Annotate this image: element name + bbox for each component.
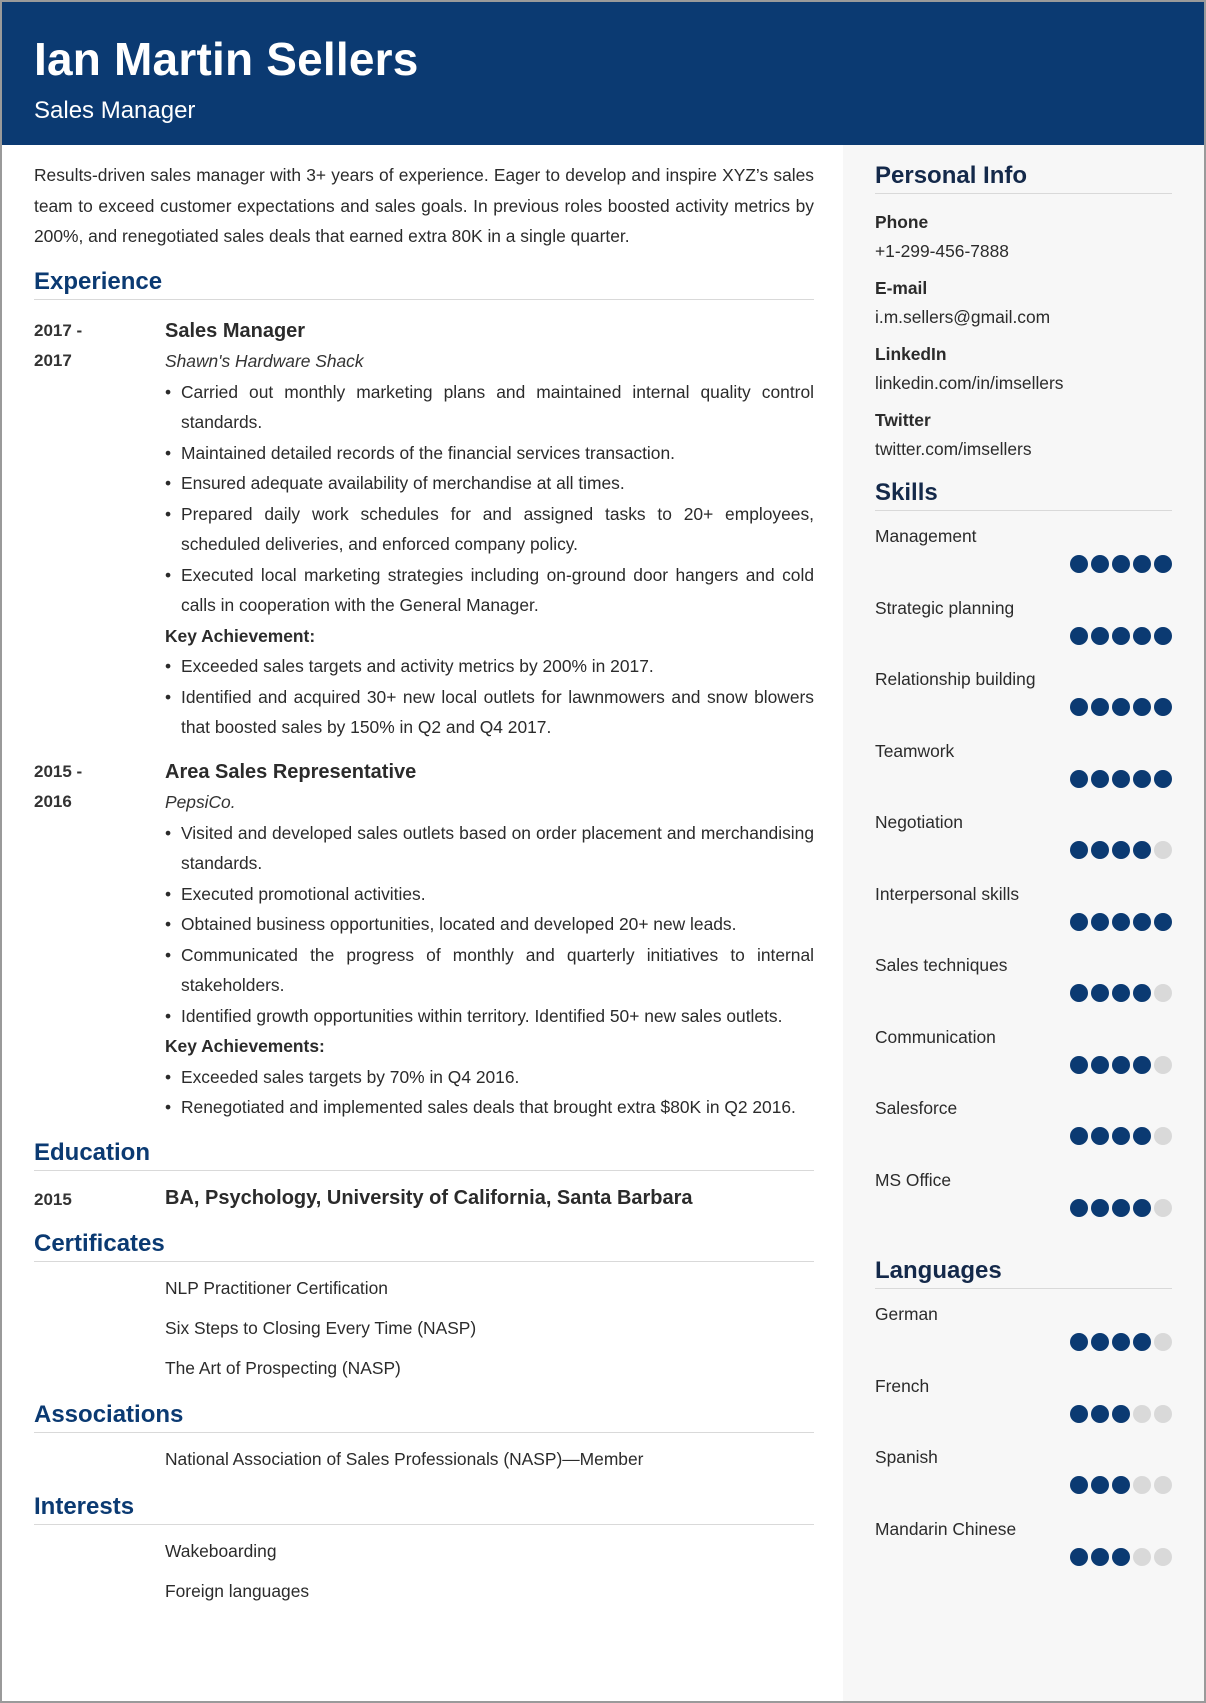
associations-section bbox=[34, 1400, 814, 1470]
rating-dot-filled bbox=[1091, 984, 1109, 1002]
rating-dot-filled bbox=[1091, 841, 1109, 859]
skill-item bbox=[875, 1022, 1172, 1094]
rating-dot-filled bbox=[1133, 984, 1151, 1002]
rating-dot-filled bbox=[1091, 698, 1109, 716]
certificates-section bbox=[34, 1229, 814, 1379]
contact-field-linkedin bbox=[875, 339, 1172, 397]
rating-dots bbox=[875, 770, 1172, 788]
rating-dot-filled bbox=[1091, 627, 1109, 645]
job-dates bbox=[34, 757, 165, 1123]
job-duties bbox=[165, 818, 814, 1032]
rating-dots bbox=[875, 1127, 1172, 1145]
skill-item-name: Strategic planning bbox=[875, 597, 1015, 618]
rating-dot-filled bbox=[1070, 627, 1088, 645]
language-item-name: French bbox=[875, 1375, 930, 1396]
experience-section bbox=[34, 267, 814, 1123]
contact-value: linkedin.com/in/imsellers bbox=[875, 373, 1064, 393]
rating-dot-filled bbox=[1070, 1056, 1088, 1074]
rating-dot-filled bbox=[1091, 1127, 1109, 1145]
language-item bbox=[875, 1514, 1172, 1586]
rating-dot-filled bbox=[1070, 1548, 1088, 1566]
rating-dot-filled bbox=[1112, 1127, 1130, 1145]
rating-dot-empty bbox=[1133, 1405, 1151, 1423]
job-duty: • Prepared daily work schedules for and assigned tasks to 20+ employees, scheduled deliveries, and enforced company policy. bbox=[165, 499, 814, 560]
skill-item bbox=[875, 807, 1172, 879]
job-entry bbox=[34, 316, 814, 743]
rating-dot-empty bbox=[1154, 1405, 1172, 1423]
job-achievement: • Renegotiated and implemented sales deals that brought extra $80K in Q2 2016. bbox=[165, 1092, 814, 1123]
rating-dot-filled bbox=[1112, 1548, 1130, 1566]
rating-dot-filled bbox=[1112, 1476, 1130, 1494]
languages-heading: Languages bbox=[875, 1256, 1172, 1289]
language-item-name: Spanish bbox=[875, 1447, 938, 1467]
rating-dot-filled bbox=[1133, 1127, 1151, 1145]
rating-dot-empty bbox=[1154, 1199, 1172, 1217]
rating-dot-filled bbox=[1112, 841, 1130, 859]
rating-dots bbox=[875, 1405, 1172, 1423]
key-achievement-label: Key Achievements: bbox=[165, 1036, 325, 1056]
job-start-date: 2015 - bbox=[34, 761, 83, 781]
job-achievements bbox=[165, 1062, 814, 1123]
skill-item bbox=[875, 950, 1172, 1022]
job-duties bbox=[165, 377, 814, 621]
key-achievement-label: Key Achievement: bbox=[165, 625, 316, 646]
job-dates bbox=[34, 316, 165, 743]
language-item-name: German bbox=[875, 1304, 938, 1324]
rating-dots bbox=[875, 1199, 1172, 1217]
rating-dot-filled bbox=[1091, 1548, 1109, 1566]
interest-item: Wakeboarding bbox=[165, 1540, 277, 1561]
rating-dot-filled bbox=[1070, 913, 1088, 931]
rating-dot-filled bbox=[1091, 555, 1109, 573]
skill-item bbox=[875, 664, 1172, 736]
rating-dot-filled bbox=[1133, 1056, 1151, 1074]
contact-field-twitter bbox=[875, 405, 1172, 463]
rating-dot-filled bbox=[1112, 1405, 1130, 1423]
certificates-heading: Certificates bbox=[34, 1229, 814, 1262]
job-duty: • Identified growth opportunities within territory. Identified 50+ new sales outlets. bbox=[165, 1001, 814, 1032]
rating-dots bbox=[875, 627, 1172, 645]
contact-label: E-mail bbox=[875, 278, 928, 298]
contact-fields bbox=[875, 207, 1172, 463]
job-duty: • Maintained detailed records of the financial services transaction. bbox=[165, 438, 814, 469]
skill-item bbox=[875, 879, 1172, 951]
rating-dot-filled bbox=[1133, 841, 1151, 859]
rating-dots bbox=[875, 984, 1172, 1002]
skills-section bbox=[875, 478, 1172, 1236]
rating-dot-filled bbox=[1070, 984, 1088, 1002]
rating-dots bbox=[875, 841, 1172, 859]
rating-dot-filled bbox=[1070, 698, 1088, 716]
rating-dot-filled bbox=[1070, 841, 1088, 859]
experience-heading: Experience bbox=[34, 267, 814, 300]
job-duty: • Executed local marketing strategies including on-ground door hangers and cold calls in cooperation with the General Manager. bbox=[165, 560, 814, 621]
interests-section bbox=[34, 1492, 814, 1602]
rating-dot-empty bbox=[1154, 1333, 1172, 1351]
job-title: Sales Manager bbox=[165, 319, 306, 342]
rating-dot-empty bbox=[1133, 1476, 1151, 1494]
certificate-item: NLP Practitioner Certification bbox=[165, 1277, 388, 1298]
interest-item: Foreign languages bbox=[165, 1580, 310, 1601]
rating-dot-empty bbox=[1154, 984, 1172, 1002]
rating-dot-empty bbox=[1154, 841, 1172, 859]
rating-dot-filled bbox=[1133, 770, 1151, 788]
skill-item-name: Communication bbox=[875, 1026, 996, 1047]
skills-heading: Skills bbox=[875, 478, 1172, 511]
skill-item-name: Teamwork bbox=[875, 740, 955, 761]
rating-dot-filled bbox=[1070, 1199, 1088, 1217]
skill-item-name: Management bbox=[875, 526, 977, 546]
skill-item bbox=[875, 736, 1172, 808]
skill-item bbox=[875, 521, 1172, 593]
rating-dots bbox=[875, 1056, 1172, 1074]
personal-info-heading: Personal Info bbox=[875, 161, 1172, 194]
skill-item-name: Negotiation bbox=[875, 812, 963, 832]
education-year: 2015 bbox=[34, 1189, 72, 1209]
rating-dot-empty bbox=[1154, 1476, 1172, 1494]
rating-dot-filled bbox=[1154, 698, 1172, 716]
education-section bbox=[34, 1138, 814, 1215]
rating-dots bbox=[875, 1333, 1172, 1351]
rating-dot-filled bbox=[1091, 1333, 1109, 1351]
interests-list bbox=[34, 1540, 814, 1602]
contact-value: i.m.sellers@gmail.com bbox=[875, 307, 1051, 327]
rating-dot-filled bbox=[1112, 984, 1130, 1002]
rating-dot-filled bbox=[1091, 1405, 1109, 1423]
job-duty: • Communicated the progress of monthly and quarterly initiatives to internal stakeholders. bbox=[165, 940, 814, 1001]
rating-dot-filled bbox=[1070, 1476, 1088, 1494]
rating-dots bbox=[875, 1548, 1172, 1566]
job-achievement: • Exceeded sales targets and activity metrics by 200% in 2017. bbox=[165, 651, 814, 682]
education-degree: BA, Psychology, University of California, Santa Barbara bbox=[165, 1186, 693, 1209]
job-duty: • Ensured adequate availability of merchandise at all times. bbox=[165, 468, 814, 499]
job-company: Shawn's Hardware Shack bbox=[165, 351, 364, 371]
certificate-item: The Art of Prospecting (NASP) bbox=[165, 1357, 401, 1378]
job-achievements bbox=[165, 651, 814, 743]
skills-list bbox=[875, 521, 1172, 1236]
rating-dot-filled bbox=[1112, 913, 1130, 931]
job-achievement: • Exceeded sales targets by 70% in Q4 2016. bbox=[165, 1062, 814, 1093]
rating-dot-filled bbox=[1091, 770, 1109, 788]
skill-item bbox=[875, 1165, 1172, 1237]
language-item-name: Mandarin Chinese bbox=[875, 1518, 1017, 1539]
contact-value: twitter.com/imsellers bbox=[875, 439, 1032, 459]
rating-dot-filled bbox=[1112, 770, 1130, 788]
job-company: PepsiCo. bbox=[165, 792, 236, 812]
main-column bbox=[2, 145, 843, 1701]
rating-dot-empty bbox=[1133, 1548, 1151, 1566]
skill-item-name: MS Office bbox=[875, 1169, 952, 1190]
rating-dots bbox=[875, 913, 1172, 931]
contact-field-email bbox=[875, 273, 1172, 331]
skill-item bbox=[875, 593, 1172, 665]
certificates-list bbox=[34, 1277, 814, 1379]
contact-label: Phone bbox=[875, 212, 929, 232]
job-duty: • Visited and developed sales outlets based on order placement and merchandising standards. bbox=[165, 818, 814, 879]
rating-dot-filled bbox=[1154, 770, 1172, 788]
rating-dots bbox=[875, 698, 1172, 716]
rating-dot-filled bbox=[1133, 627, 1151, 645]
interests-heading: Interests bbox=[34, 1492, 814, 1525]
rating-dot-filled bbox=[1091, 913, 1109, 931]
rating-dot-filled bbox=[1133, 1333, 1151, 1351]
job-end-date: 2016 bbox=[34, 792, 72, 811]
associations-heading: Associations bbox=[34, 1400, 814, 1433]
education-entry bbox=[34, 1183, 814, 1215]
certificate-item: Six Steps to Closing Every Time (NASP) bbox=[165, 1317, 477, 1338]
profile-summary: Results-driven sales manager with 3+ years of experience. Eager to develop and inspire XYZ’s sales team to exceed customer expectations and sales goals. In previous roles boosted activity metrics by 200%, and renegotiated sales deals that earned extra 80K in a single quarter. bbox=[34, 165, 814, 246]
rating-dot-filled bbox=[1133, 555, 1151, 573]
rating-dot-filled bbox=[1070, 1127, 1088, 1145]
job-entry bbox=[34, 757, 814, 1123]
rating-dot-empty bbox=[1154, 1056, 1172, 1074]
rating-dot-filled bbox=[1154, 627, 1172, 645]
rating-dot-filled bbox=[1091, 1199, 1109, 1217]
languages-list bbox=[875, 1299, 1172, 1585]
rating-dot-empty bbox=[1154, 1127, 1172, 1145]
languages-section bbox=[875, 1256, 1172, 1585]
language-item bbox=[875, 1299, 1172, 1371]
rating-dot-filled bbox=[1070, 1405, 1088, 1423]
candidate-name: Ian Martin Sellers bbox=[34, 33, 419, 85]
job-end-date: 2017 bbox=[34, 351, 72, 370]
rating-dot-filled bbox=[1154, 555, 1172, 573]
education-heading: Education bbox=[34, 1138, 814, 1171]
language-item bbox=[875, 1442, 1172, 1514]
rating-dots bbox=[875, 555, 1172, 573]
contact-field-phone bbox=[875, 207, 1172, 265]
rating-dot-filled bbox=[1070, 770, 1088, 788]
job-duty: • Executed promotional activities. bbox=[165, 879, 814, 910]
rating-dot-filled bbox=[1112, 698, 1130, 716]
rating-dot-filled bbox=[1133, 1199, 1151, 1217]
rating-dot-filled bbox=[1112, 1333, 1130, 1351]
rating-dots bbox=[875, 1476, 1172, 1494]
rating-dot-filled bbox=[1154, 913, 1172, 931]
association-item: National Association of Sales Professionals (NASP)—Member bbox=[165, 1448, 644, 1469]
job-body bbox=[165, 316, 814, 743]
rating-dot-empty bbox=[1154, 1548, 1172, 1566]
job-achievement: • Identified and acquired 30+ new local outlets for lawnmowers and snow blowers that boosted sales by 150% in Q2 and Q4 2017. bbox=[165, 682, 814, 743]
rating-dot-filled bbox=[1133, 698, 1151, 716]
job-body bbox=[165, 757, 814, 1123]
resume-header bbox=[2, 2, 1204, 145]
rating-dot-filled bbox=[1112, 1199, 1130, 1217]
rating-dot-filled bbox=[1091, 1476, 1109, 1494]
rating-dot-filled bbox=[1133, 913, 1151, 931]
skill-item-name: Relationship building bbox=[875, 669, 1036, 689]
rating-dot-filled bbox=[1112, 555, 1130, 573]
language-item bbox=[875, 1371, 1172, 1443]
skill-item-name: Interpersonal skills bbox=[875, 883, 1020, 904]
personal-info-section bbox=[875, 161, 1172, 463]
contact-label: Twitter bbox=[875, 410, 931, 430]
rating-dot-filled bbox=[1070, 1333, 1088, 1351]
associations-list bbox=[34, 1448, 814, 1470]
job-duty: • Carried out monthly marketing plans and maintained internal quality control standards. bbox=[165, 377, 814, 438]
job-start-date: 2017 - bbox=[34, 320, 83, 340]
contact-label: LinkedIn bbox=[875, 344, 947, 364]
contact-value: +1-299-456-7888 bbox=[875, 241, 1009, 261]
rating-dot-filled bbox=[1112, 1056, 1130, 1074]
sidebar bbox=[843, 145, 1204, 1701]
skill-item bbox=[875, 1093, 1172, 1165]
rating-dot-filled bbox=[1091, 1056, 1109, 1074]
rating-dot-filled bbox=[1070, 555, 1088, 573]
rating-dot-filled bbox=[1112, 627, 1130, 645]
candidate-role: Sales Manager bbox=[34, 97, 196, 124]
skill-item-name: Salesforce bbox=[875, 1098, 958, 1118]
skill-item-name: Sales techniques bbox=[875, 955, 1008, 975]
job-title: Area Sales Representative bbox=[165, 760, 417, 783]
job-duty: • Obtained business opportunities, located and developed 20+ new leads. bbox=[165, 909, 814, 940]
